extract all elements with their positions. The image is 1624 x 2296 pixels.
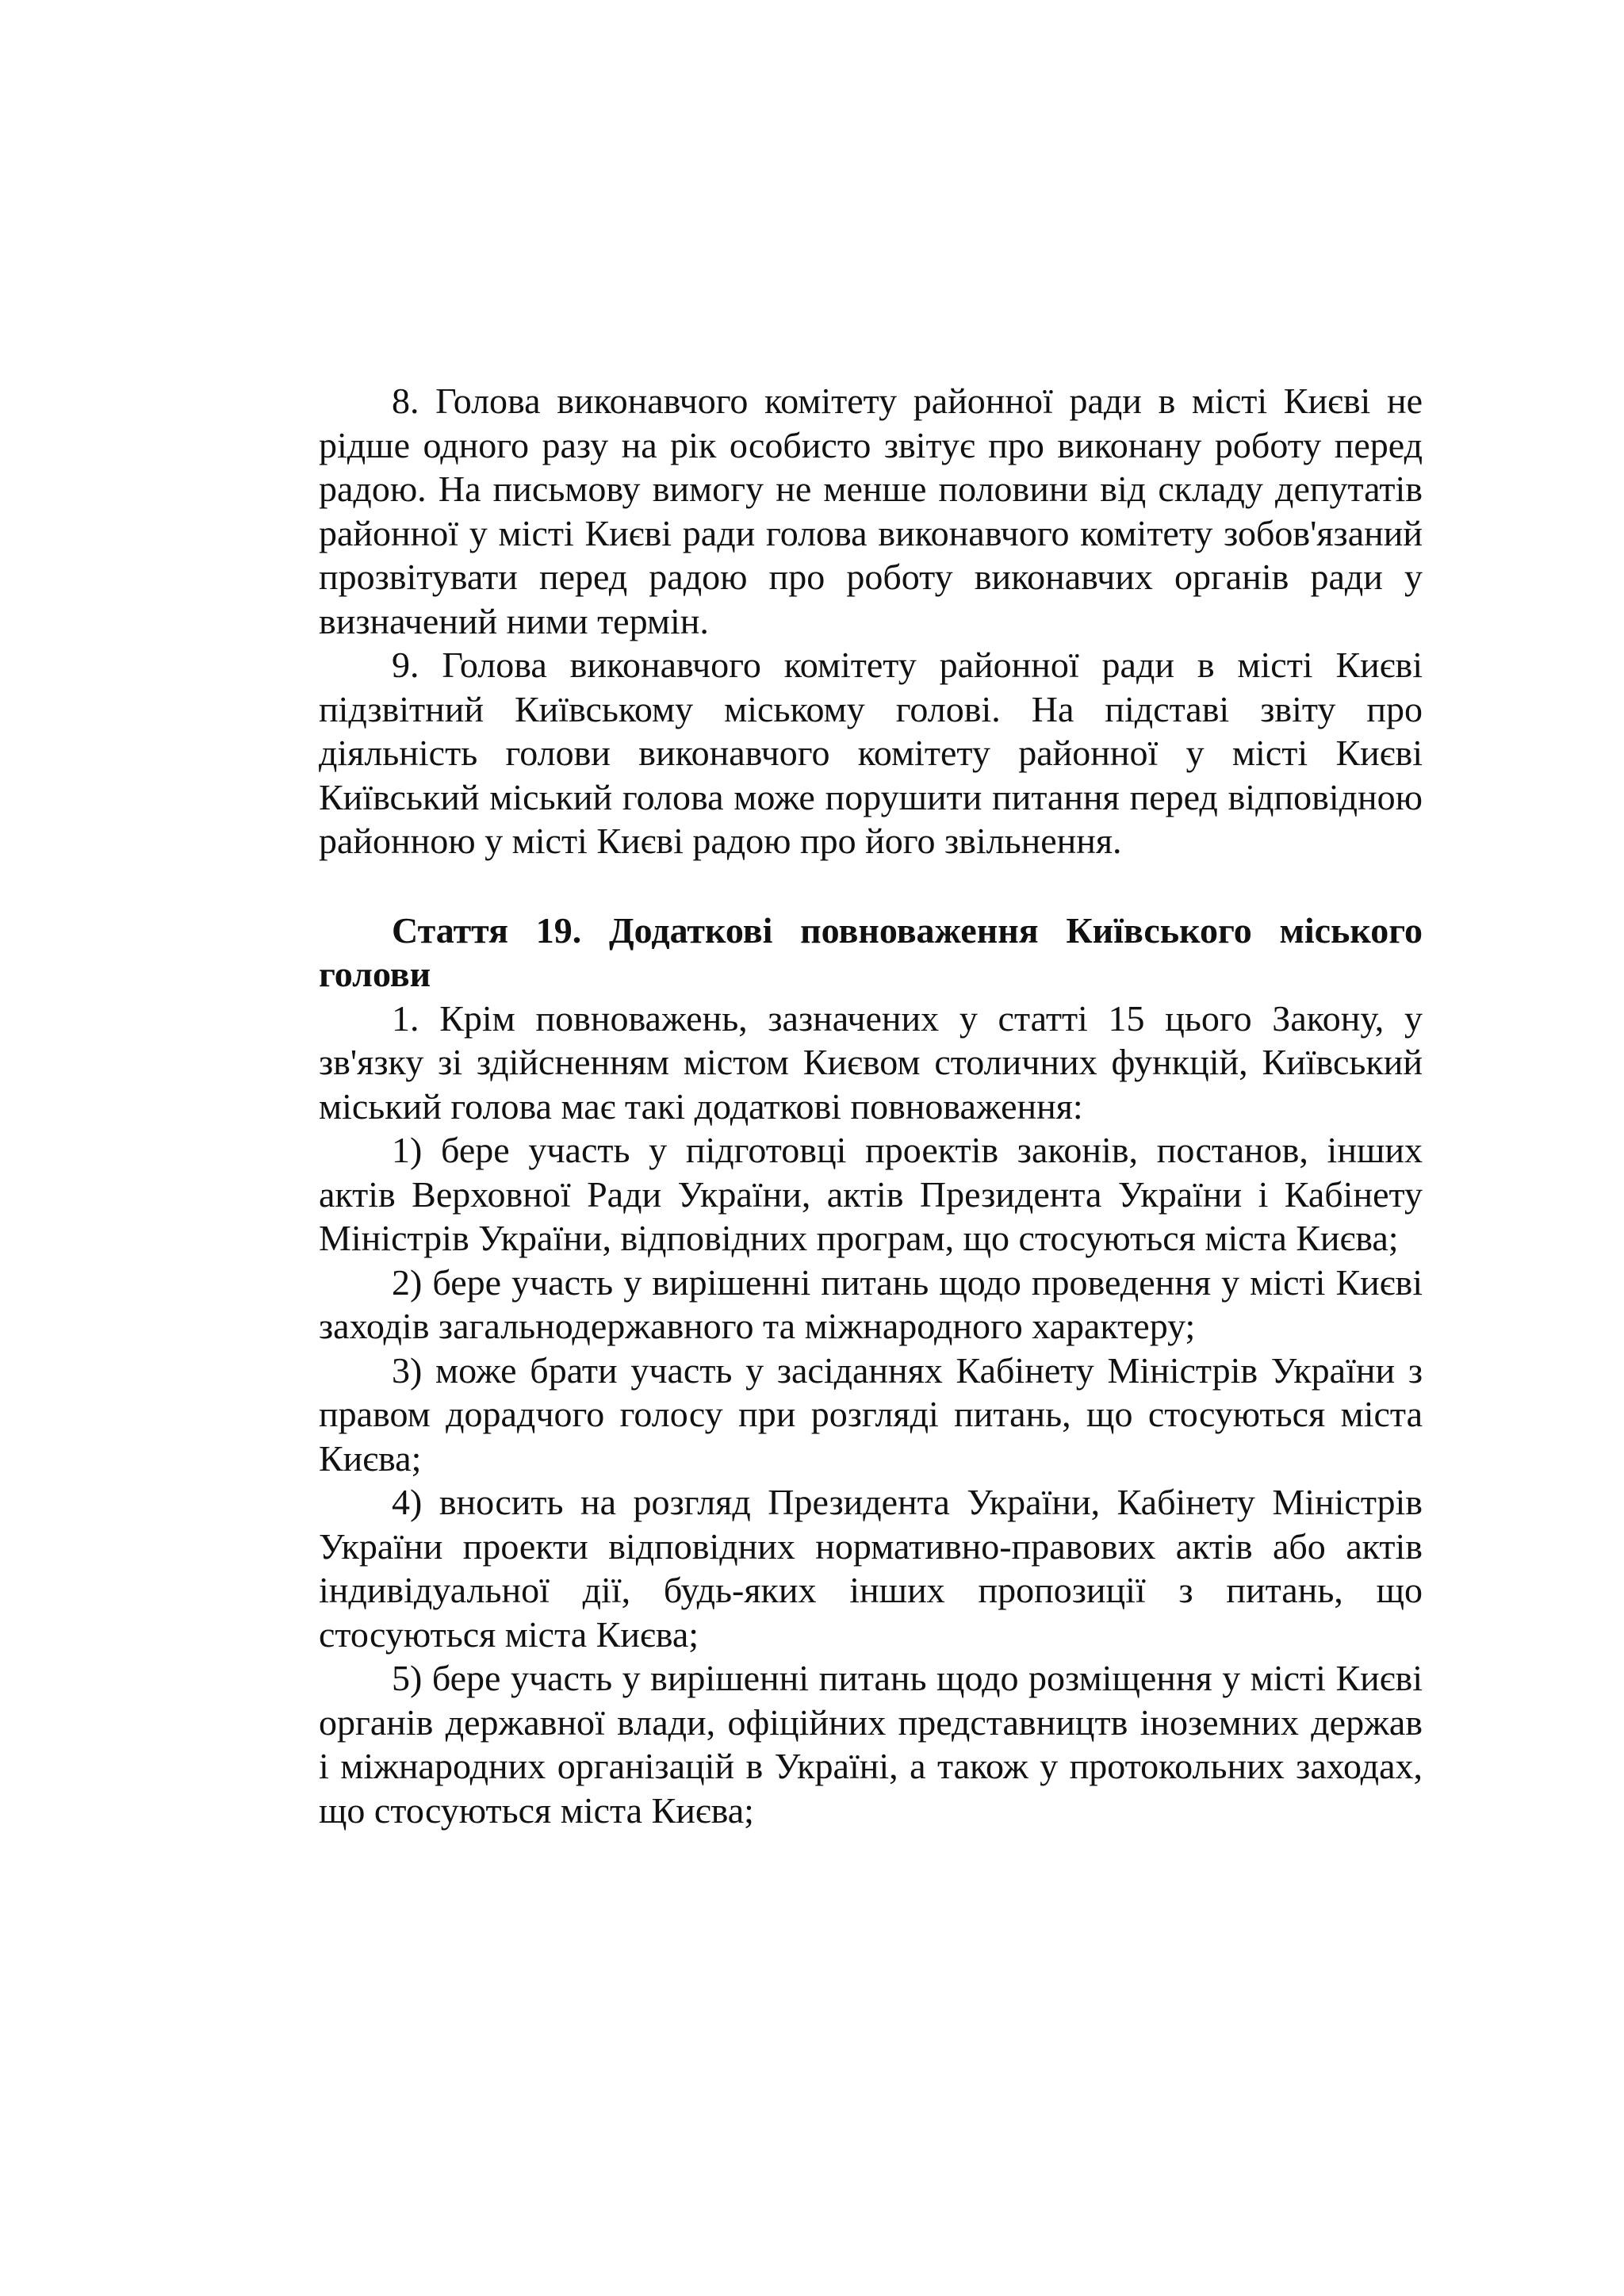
- list-item-1: 1) бере участь у підготовці проектів законів, постанов, інших актів Верховної Ради України, актів Президента України і Кабінету Міністрів України, відповідних програм, що стосуються міста Києва;: [319, 1130, 1423, 1258]
- list-item-2: 2) бере участь у вирішенні питань щодо проведення у місті Києві заходів загальнодержавного та міжнародного характеру;: [319, 1261, 1423, 1346]
- article-heading: Стаття 19. Додаткові повноваження Київського міського голови: [319, 909, 1423, 994]
- list-item-5: 5) бере участь у вирішенні питань щодо розміщення у місті Києві органів державної влади, офіційних представництв іноземних держав і міжнародних організацій в Україні, а також у протокольних заходах, що стосуються міста Києва;: [319, 1658, 1423, 1831]
- list-item-4: 4) вносить на розгляд Президента України, Кабінету Міністрів України проекти відповідних нормативно-правових актів або актів індивідуальної дії, будь-яких інших пропозиції з питань, що стосуються міста Києва;: [319, 1482, 1423, 1655]
- article-paragraph-1: 1. Крім повноважень, зазначених у статті 15 цього Закону, у зв'язку зі здійсненням містом Києвом столичних функцій, Київський міський голова має такі додаткові повноваження:: [319, 997, 1423, 1127]
- paragraph-9: 9. Голова виконавчого комітету районної ради в місті Києві підзвітний Київському міському голові. На підставі звіту про діяльність голови виконавчого комітету районної у місті Києві Київський міський голова може порушити питання перед відповідною районною у місті Києві радою про його звільнення.: [319, 645, 1423, 861]
- paragraph-8: 8. Голова виконавчого комітету районної ради в місті Києві не рідше одного разу на рік особисто звітує про виконану роботу перед радою. На письмову вимогу не менше половини від складу депутатів районної у місті Києві ради голова виконавчого комітету зобов'язаний прозвітувати перед радою про роботу виконавчих органів ради у визначений ними термін.: [319, 381, 1423, 641]
- document-page: [319, 379, 1423, 1832]
- section-spacer: [319, 863, 1423, 909]
- list-item-3: 3) може брати участь у засіданнях Кабінету Міністрів України з правом дорадчого голосу при розгляді питань, що стосуються міста Києва;: [319, 1349, 1423, 1479]
